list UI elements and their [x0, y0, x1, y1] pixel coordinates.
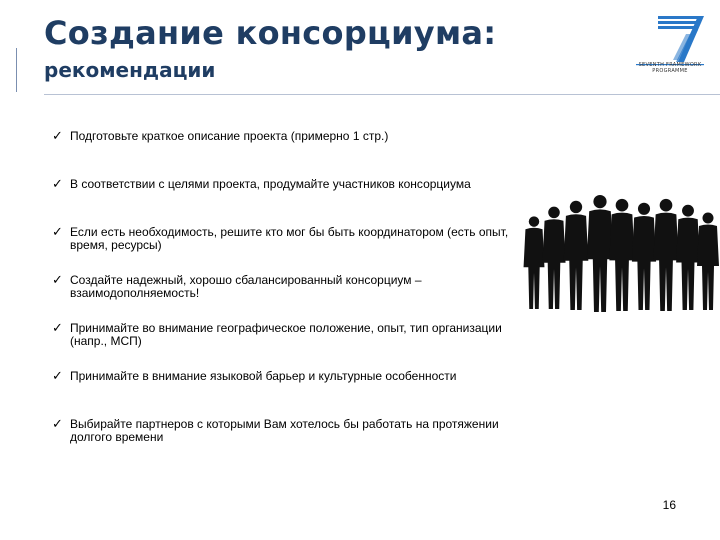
list-item [52, 130, 512, 178]
checkmark-icon: ✓ [52, 129, 63, 144]
checkmark-icon: ✓ [52, 369, 63, 384]
checkmark-icon: ✓ [52, 417, 63, 432]
list-item [52, 322, 512, 370]
list-item-text: Выбирайте партнеров с которыми Вам хотелось бы работать на протяжении долгого времени [70, 417, 499, 444]
title-divider [44, 94, 720, 95]
business-people-silhouettes-icon [520, 190, 720, 330]
recommendations-list [52, 130, 512, 466]
list-item [52, 274, 512, 322]
list-item [52, 226, 512, 274]
slide-subtitle: рекомендации [44, 58, 216, 82]
title-accent-line [16, 48, 17, 92]
checkmark-icon: ✓ [52, 273, 63, 288]
list-item [52, 418, 512, 466]
list-item [52, 178, 512, 226]
slide-title: Создание консорциума: [44, 14, 497, 52]
list-item-text: Принимайте во внимание географическое положение, опыт, тип организации (напр., МСП) [70, 321, 502, 348]
checkmark-icon: ✓ [52, 177, 63, 192]
page-number: 16 [662, 498, 676, 512]
list-item-text: Принимайте в внимание языковой барьер и культурные особенности [70, 369, 457, 383]
checkmark-icon: ✓ [52, 321, 63, 336]
list-item-text: В соответствии с целями проекта, продумайте участников консорциума [70, 177, 471, 191]
list-item-text: Создайте надежный, хорошо сбалансированный консорциум – взаимодополняемость! [70, 273, 422, 300]
checkmark-icon: ✓ [52, 225, 63, 240]
list-item-text: Подготовьте краткое описание проекта (примерно 1 стр.) [70, 129, 389, 143]
logo-caption: SEVENTH FRAMEWORK PROGRAMME [638, 62, 702, 74]
list-item-text: Если есть необходимость, решите кто мог бы быть координатором (есть опыт, время, ресурсы) [70, 225, 509, 252]
list-item [52, 370, 512, 418]
